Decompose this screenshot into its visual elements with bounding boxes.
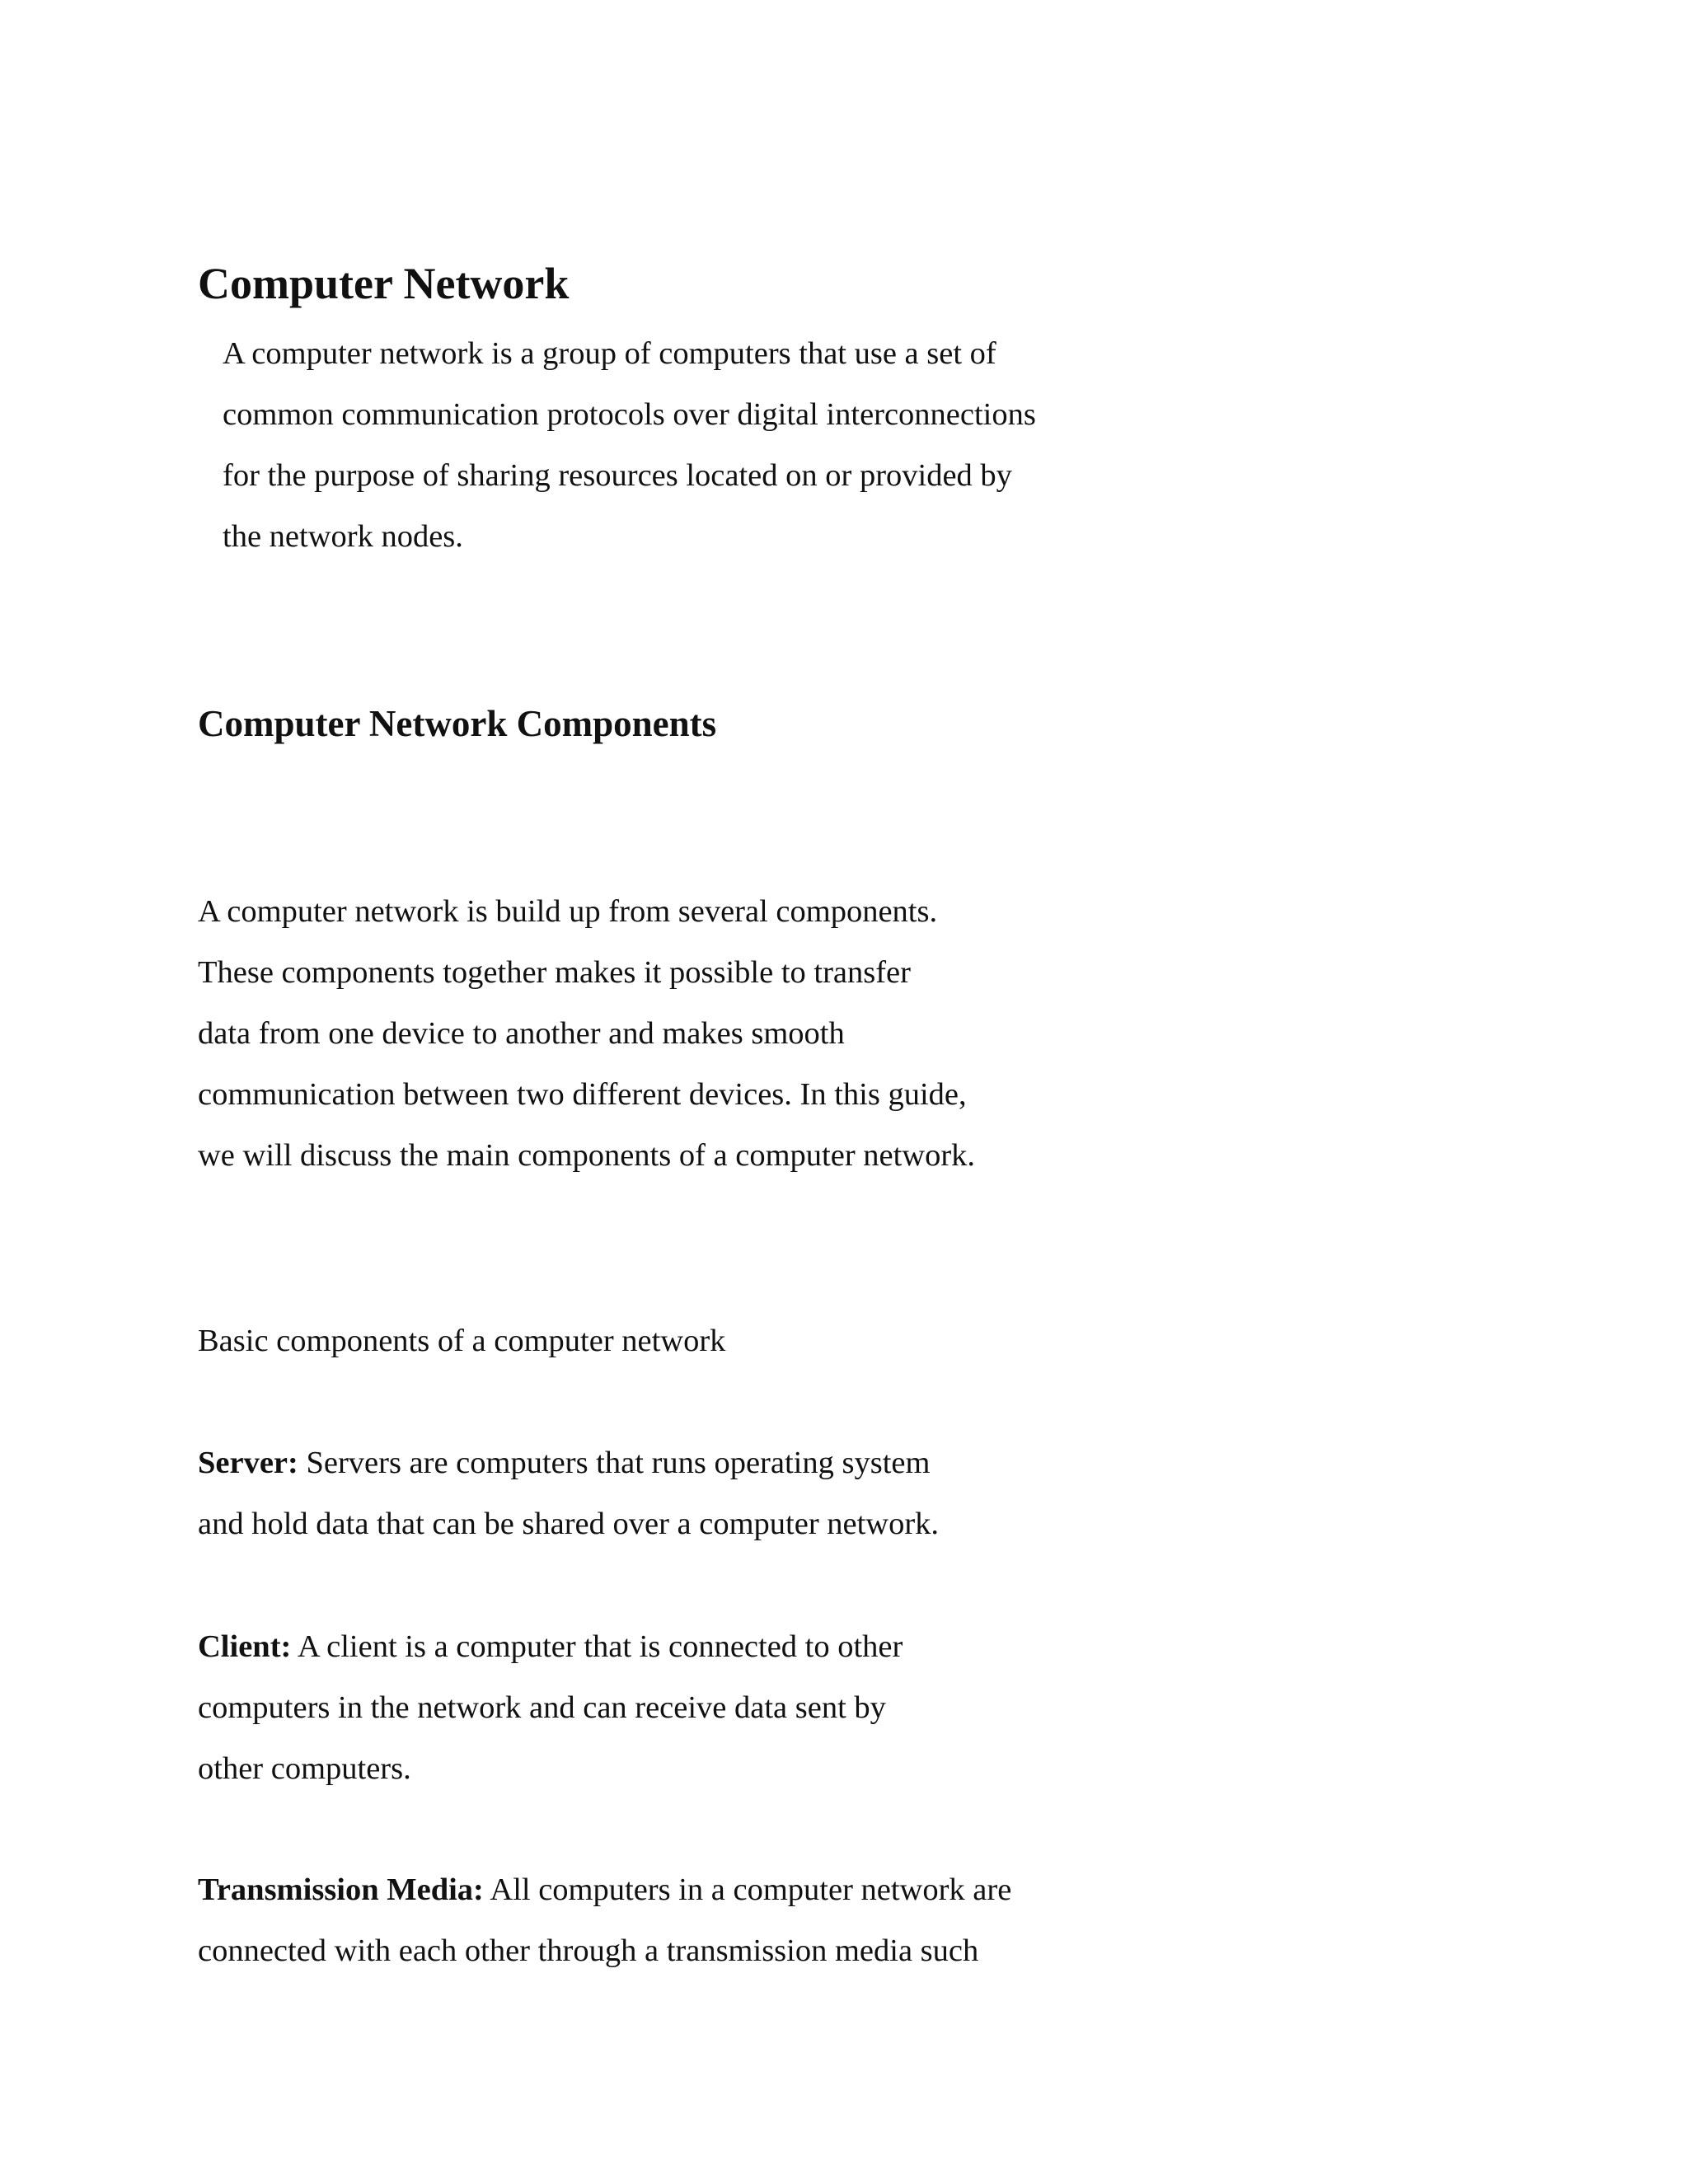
page-title: Computer Network [198, 259, 570, 308]
section-heading: Computer Network Components [198, 703, 717, 744]
section-line: These components together makes it possible to transfer [198, 955, 911, 990]
intro-line: the network nodes. [223, 519, 463, 554]
client-text: A client is a computer that is connected to other [291, 1629, 903, 1664]
transmission-media-definition [198, 1859, 1121, 1981]
transmission-media-text: All computers in a computer network are [483, 1872, 1012, 1907]
basic-components-label [198, 1310, 1121, 1371]
definition-line: computers in the network and can receive data sent by [198, 1690, 886, 1725]
server-term: Server: [198, 1446, 298, 1480]
section-line: data from one device to another and makes smooth [198, 1016, 845, 1051]
client-definition [198, 1616, 1121, 1799]
server-text: Servers are computers that runs operating system [298, 1446, 931, 1480]
section-line: A computer network is build up from several components. [198, 894, 938, 929]
intro-line: for the purpose of sharing resources located on or provided by [223, 458, 1012, 493]
definition-first-line [198, 1859, 1121, 1920]
intro-paragraph [198, 323, 1121, 567]
intro-line: common communication protocols over digital interconnections [223, 397, 1036, 432]
definition-line: other computers. [198, 1751, 411, 1786]
basic-components-text: Basic components of a computer network [198, 1324, 726, 1358]
intro-line: A computer network is a group of computers that use a set of [223, 336, 996, 371]
definition-line: connected with each other through a transmission media such [198, 1933, 979, 1968]
definition-first-line [198, 1616, 1121, 1677]
definition-line: and hold data that can be shared over a computer network. [198, 1507, 940, 1541]
definition-first-line [198, 1432, 1121, 1493]
client-term: Client: [198, 1629, 292, 1664]
section-line: communication between two different devices. In this guide, [198, 1077, 967, 1112]
section-line: we will discuss the main components of a computer network. [198, 1138, 976, 1173]
section-paragraph [198, 881, 1121, 1186]
transmission-media-term: Transmission Media: [198, 1872, 484, 1907]
server-definition [198, 1432, 1121, 1554]
